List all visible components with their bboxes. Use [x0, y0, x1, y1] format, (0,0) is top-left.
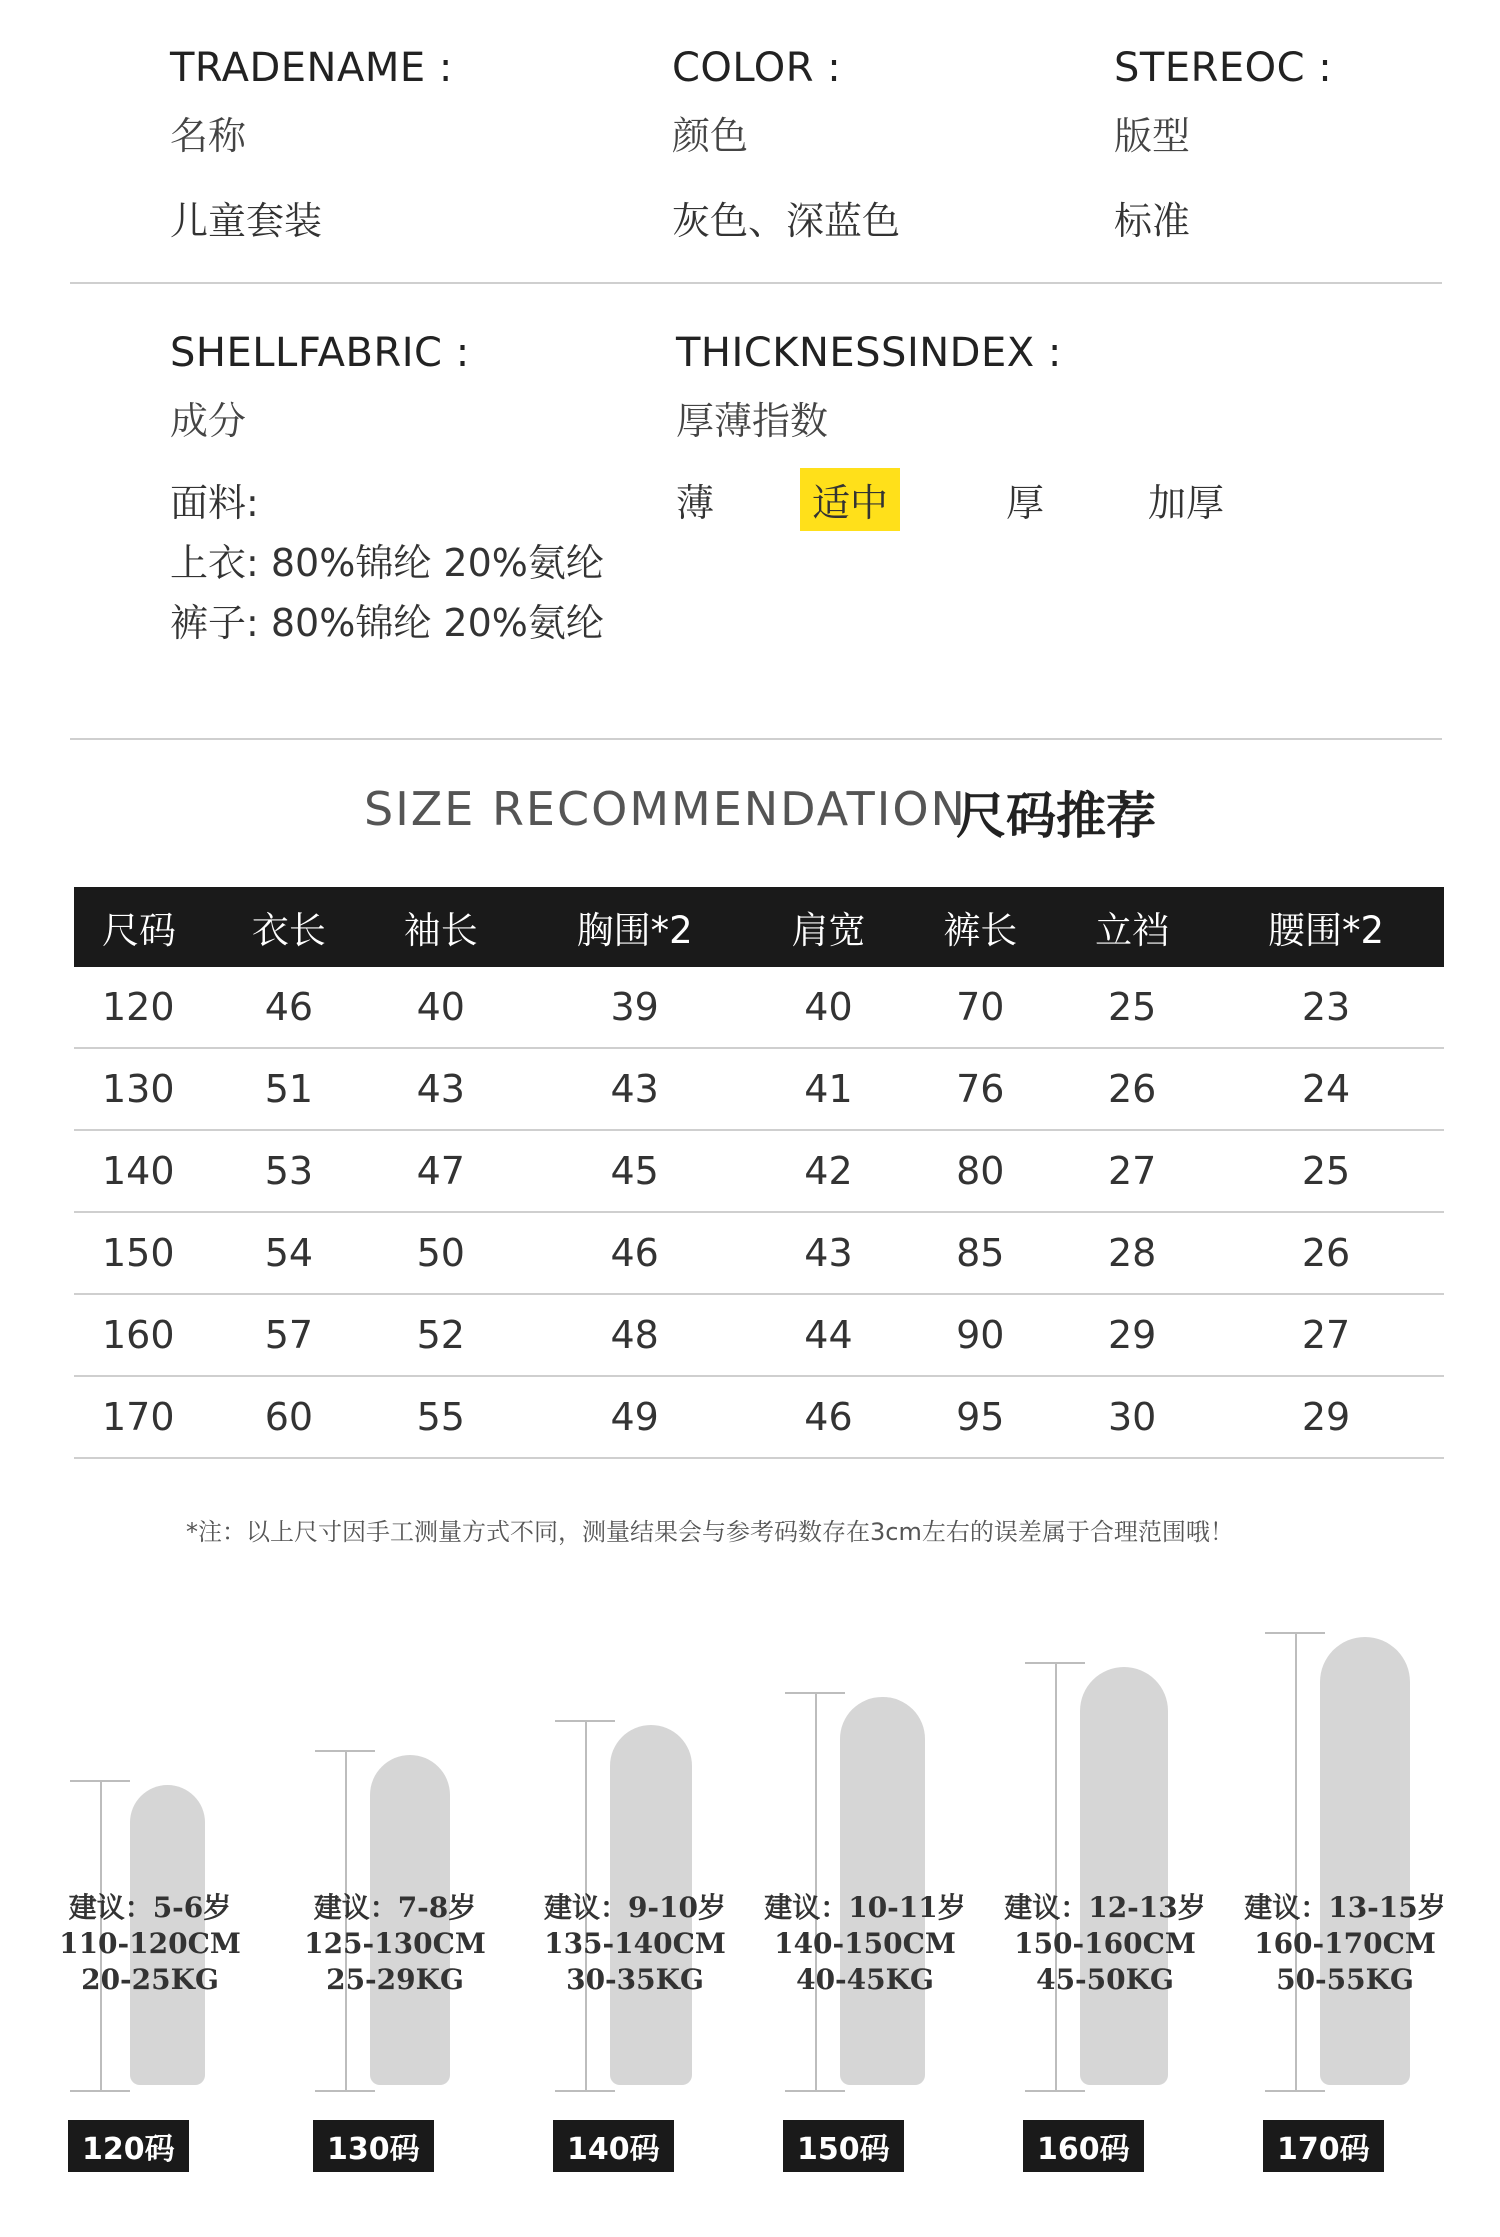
- divider: [70, 738, 1442, 740]
- height-marker-bottom: [1025, 2090, 1085, 2092]
- table-cell: 46: [753, 1376, 905, 1458]
- table-cell: 50: [365, 1212, 517, 1294]
- table-cell: 60: [213, 1376, 365, 1458]
- table-header-row: [74, 887, 1444, 967]
- thickness-extra-thick: 加厚: [1148, 481, 1225, 525]
- thickness-label: THICKNESSINDEX :: [676, 330, 1062, 376]
- size-guide-140: [543, 1610, 745, 2167]
- table-row: [74, 1376, 1444, 1458]
- size-badge: 150码: [783, 2120, 904, 2172]
- height-range: 140-150CM: [774, 1927, 956, 1960]
- age-recommendation: 建议：12-13岁: [1004, 1891, 1206, 1924]
- table-cell: 43: [753, 1212, 905, 1294]
- table-cell: 54: [213, 1212, 365, 1294]
- table-cell: 45: [517, 1130, 753, 1212]
- weight-range: 40-45KG: [796, 1963, 934, 1996]
- child-silhouette-icon: [1080, 1667, 1168, 2085]
- size-badge: 120码: [68, 2120, 189, 2172]
- divider: [70, 282, 1442, 284]
- table-cell: 95: [904, 1376, 1056, 1458]
- header-cell: 肩宽: [753, 887, 905, 967]
- table-cell: 52: [365, 1294, 517, 1376]
- table-row: [74, 1130, 1444, 1212]
- table-row: [74, 1212, 1444, 1294]
- age-recommendation: 建议：7-8岁: [313, 1891, 477, 1924]
- table-cell: 43: [517, 1048, 753, 1130]
- table-cell: 85: [904, 1212, 1056, 1294]
- table-row: [74, 967, 1444, 1048]
- table-cell: 130: [74, 1048, 213, 1130]
- table-cell: 26: [1056, 1048, 1208, 1130]
- header-cell: 衣长: [213, 887, 365, 967]
- height-range: 135-140CM: [544, 1927, 726, 1960]
- table-cell: 70: [904, 967, 1056, 1048]
- size-table: [74, 887, 1444, 1459]
- table-cell: 29: [1056, 1294, 1208, 1376]
- thickness-thick: 厚: [1006, 481, 1045, 525]
- weight-range: 50-55KG: [1276, 1963, 1414, 1996]
- shellfabric-label-cn: 成分: [170, 399, 247, 443]
- table-cell: 76: [904, 1048, 1056, 1130]
- table-cell: 47: [365, 1130, 517, 1212]
- table-cell: 53: [213, 1130, 365, 1212]
- table-cell: 170: [74, 1376, 213, 1458]
- tradename-label: TRADENAME :: [170, 45, 453, 91]
- fabric-line-pants: 裤子: 80%锦纶 20%氨纶: [170, 601, 604, 645]
- table-cell: 160: [74, 1294, 213, 1376]
- table-cell: 57: [213, 1294, 365, 1376]
- table-cell: 48: [517, 1294, 753, 1376]
- weight-range: 45-50KG: [1036, 1963, 1174, 1996]
- table-cell: 44: [753, 1294, 905, 1376]
- table-cell: 40: [365, 967, 517, 1048]
- size-badge: 130码: [313, 2120, 434, 2172]
- tradename-value: 儿童套装: [170, 199, 323, 243]
- height-range: 160-170CM: [1254, 1927, 1436, 1960]
- table-cell: 25: [1056, 967, 1208, 1048]
- measurement-note: *注：以上尺寸因手工测量方式不同，测量结果会与参考码数存在3cm左右的误差属于合理范围哦！: [186, 1518, 1234, 1546]
- table-cell: 51: [213, 1048, 365, 1130]
- size-guide-170: [1244, 1610, 1455, 2167]
- size-guide-120: [59, 1610, 260, 2167]
- table-cell: 90: [904, 1294, 1056, 1376]
- weight-range: 20-25KG: [81, 1963, 219, 1996]
- table-cell: 43: [365, 1048, 517, 1130]
- height-measure-line: [1295, 1632, 1297, 2090]
- table-cell: 46: [213, 967, 365, 1048]
- size-badge: 140码: [553, 2120, 674, 2172]
- height-range: 125-130CM: [304, 1927, 486, 1960]
- stereo-value: 标准: [1114, 199, 1191, 243]
- shellfabric-label: SHELLFABRIC :: [170, 330, 470, 376]
- height-marker-bottom: [785, 2090, 845, 2092]
- color-value: 灰色、深蓝色: [672, 199, 901, 243]
- table-cell: 140: [74, 1130, 213, 1212]
- table-cell: 29: [1208, 1376, 1444, 1458]
- height-marker-bottom: [1265, 2090, 1325, 2092]
- size-badge: 160码: [1023, 2120, 1144, 2172]
- table-cell: 55: [365, 1376, 517, 1458]
- table-cell: 150: [74, 1212, 213, 1294]
- table-cell: 25: [1208, 1130, 1444, 1212]
- size-badge: 170码: [1263, 2120, 1384, 2172]
- height-marker-bottom: [555, 2090, 615, 2092]
- height-range: 150-160CM: [1014, 1927, 1196, 1960]
- age-recommendation: 建议：10-11岁: [764, 1891, 966, 1924]
- size-guide-130: [304, 1610, 505, 2167]
- table-cell: 27: [1208, 1294, 1444, 1376]
- stereo-label: STEREOC :: [1114, 45, 1333, 91]
- table-cell: 42: [753, 1130, 905, 1212]
- thickness-label-cn: 厚薄指数: [676, 399, 829, 443]
- table-cell: 30: [1056, 1376, 1208, 1458]
- thickness-thin: 薄: [676, 481, 715, 525]
- table-cell: 39: [517, 967, 753, 1048]
- size-guide-160: [1004, 1610, 1215, 2167]
- height-range: 110-120CM: [59, 1927, 241, 1960]
- table-cell: 28: [1056, 1212, 1208, 1294]
- header-cell: 袖长: [365, 887, 517, 967]
- age-recommendation: 建议：9-10岁: [543, 1891, 727, 1924]
- table-cell: 41: [753, 1048, 905, 1130]
- size-guide-150: [764, 1610, 975, 2167]
- table-cell: 46: [517, 1212, 753, 1294]
- height-marker-bottom: [70, 2090, 130, 2092]
- child-silhouette-icon: [1320, 1637, 1410, 2085]
- header-cell: 腰围*2: [1208, 887, 1444, 967]
- age-recommendation: 建议：5-6岁: [68, 1891, 232, 1924]
- age-recommendation: 建议：13-15岁: [1244, 1891, 1446, 1924]
- header-cell: 胸围*2: [517, 887, 753, 967]
- fabric-line-top: 上衣: 80%锦纶 20%氨纶: [170, 541, 604, 585]
- table-row: [74, 1294, 1444, 1376]
- header-cell: 尺码: [74, 887, 213, 967]
- height-marker-bottom: [315, 2090, 375, 2092]
- table-cell: 49: [517, 1376, 753, 1458]
- tradename-label-cn: 名称: [170, 114, 247, 158]
- height-measure-line: [1055, 1662, 1057, 2090]
- table-cell: 26: [1208, 1212, 1444, 1294]
- table-cell: 40: [753, 967, 905, 1048]
- header-cell: 立裆: [1056, 887, 1208, 967]
- weight-range: 30-35KG: [566, 1963, 704, 1996]
- size-title-cn: 尺码推荐: [956, 787, 1156, 845]
- table-cell: 23: [1208, 967, 1444, 1048]
- fabric-line-1: 面料:: [170, 481, 259, 525]
- table-cell: 24: [1208, 1048, 1444, 1130]
- weight-range: 25-29KG: [326, 1963, 464, 1996]
- table-cell: 120: [74, 967, 213, 1048]
- table-cell: 80: [904, 1130, 1056, 1212]
- thickness-medium: 适中: [800, 468, 900, 531]
- table-cell: 27: [1056, 1130, 1208, 1212]
- header-cell: 裤长: [904, 887, 1056, 967]
- color-label-cn: 颜色: [672, 114, 749, 158]
- table-row: [74, 1048, 1444, 1130]
- size-title-en: SIZE RECOMMENDATION: [364, 782, 967, 836]
- color-label: COLOR :: [672, 45, 842, 91]
- stereo-label-cn: 版型: [1114, 114, 1191, 158]
